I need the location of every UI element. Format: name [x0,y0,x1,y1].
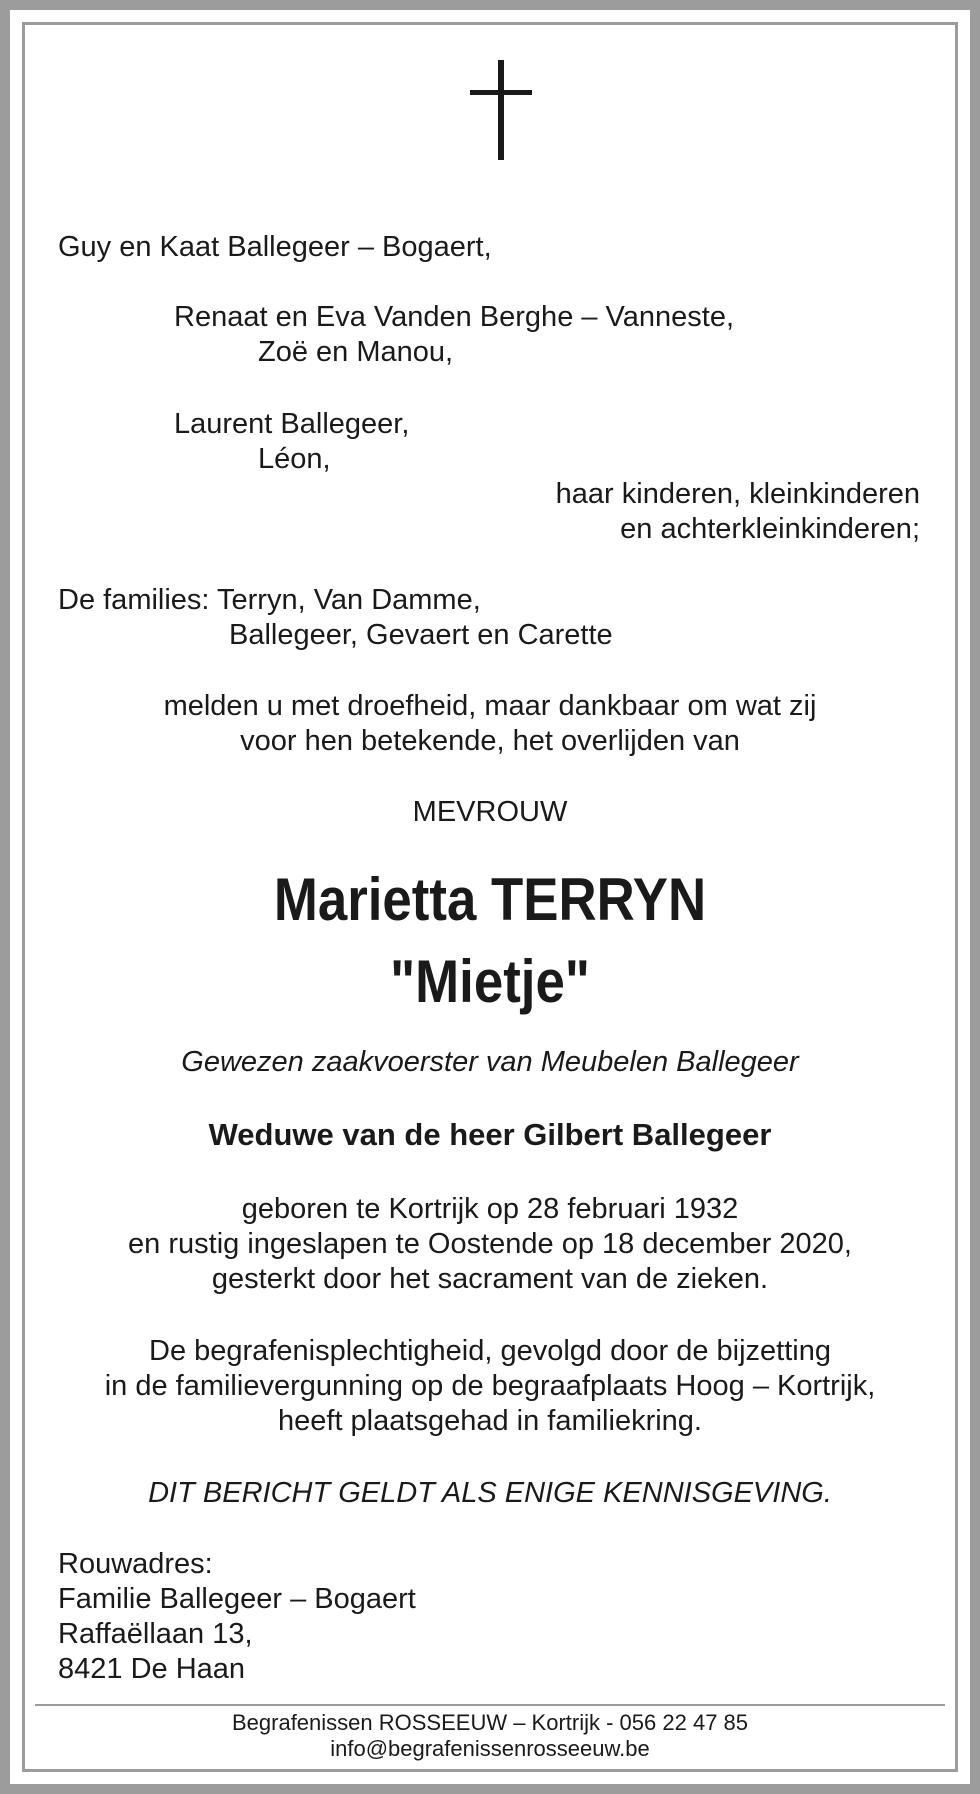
funeral-line-3: heeft plaatsgehad in familiekring. [278,1405,702,1437]
details-line-1: geboren te Kortrijk op 28 februari 1932 [241,1193,739,1225]
deceased-name: Marietta TERRYN [273,866,707,933]
family-line-7: en achterkleinkinderen; [620,513,920,545]
address-line-2: Raffaëllaan 13, [58,1618,253,1650]
funeral-line-1: De begrafenisplechtigheid, gevolgd door de bijzetting [149,1335,831,1367]
address-line-1: Familie Ballegeer – Bogaert [58,1583,416,1615]
salutation: MEVROUW [412,796,568,828]
footer-line-1: Begrafenissen ROSSEEUW – Kortrijk - 056 22 47 85 [231,1710,749,1735]
details-line-3: gesterkt door het sacrament van de zieken. [211,1263,769,1295]
deceased-nickname: "Mietje" [390,948,590,1015]
family-line-5: Léon, [258,443,331,475]
announcement-line-2: voor hen betekende, het overlijden van [240,725,740,757]
family-line-1: Guy en Kaat Ballegeer – Bogaert, [58,231,492,263]
family-line-9: Ballegeer, Gevaert en Carette [229,619,613,651]
family-line-4: Laurent Ballegeer, [174,408,410,440]
address-label: Rouwadres: [58,1548,213,1580]
occupation: Gewezen zaakvoerster van Meubelen Ballegeer [181,1046,799,1078]
details-line-2: en rustig ingeslapen te Oostende op 18 december 2020, [128,1228,852,1260]
announcement-line-1: melden u met droefheid, maar dankbaar om wat zij [163,690,817,722]
family-line-8: De families: Terryn, Van Damme, [58,584,481,616]
footer-divider [35,1704,945,1706]
widow-of: Weduwe van de heer Gilbert Ballegeer [208,1117,772,1152]
address-line-3: 8421 De Haan [58,1653,246,1685]
family-line-3: Zoë en Manou, [258,336,454,368]
family-line-2: Renaat en Eva Vanden Berghe – Vanneste, [174,301,735,333]
funeral-line-2: in de familievergunning op de begraafplaats Hoog – Kortrijk, [104,1370,876,1402]
cross-icon [470,60,532,160]
family-line-6: haar kinderen, kleinkinderen [555,478,920,510]
notice: DIT BERICHT GELDT ALS ENIGE KENNISGEVING. [148,1477,832,1509]
footer-email: info@begrafenissenrosseeuw.be [330,1736,650,1761]
